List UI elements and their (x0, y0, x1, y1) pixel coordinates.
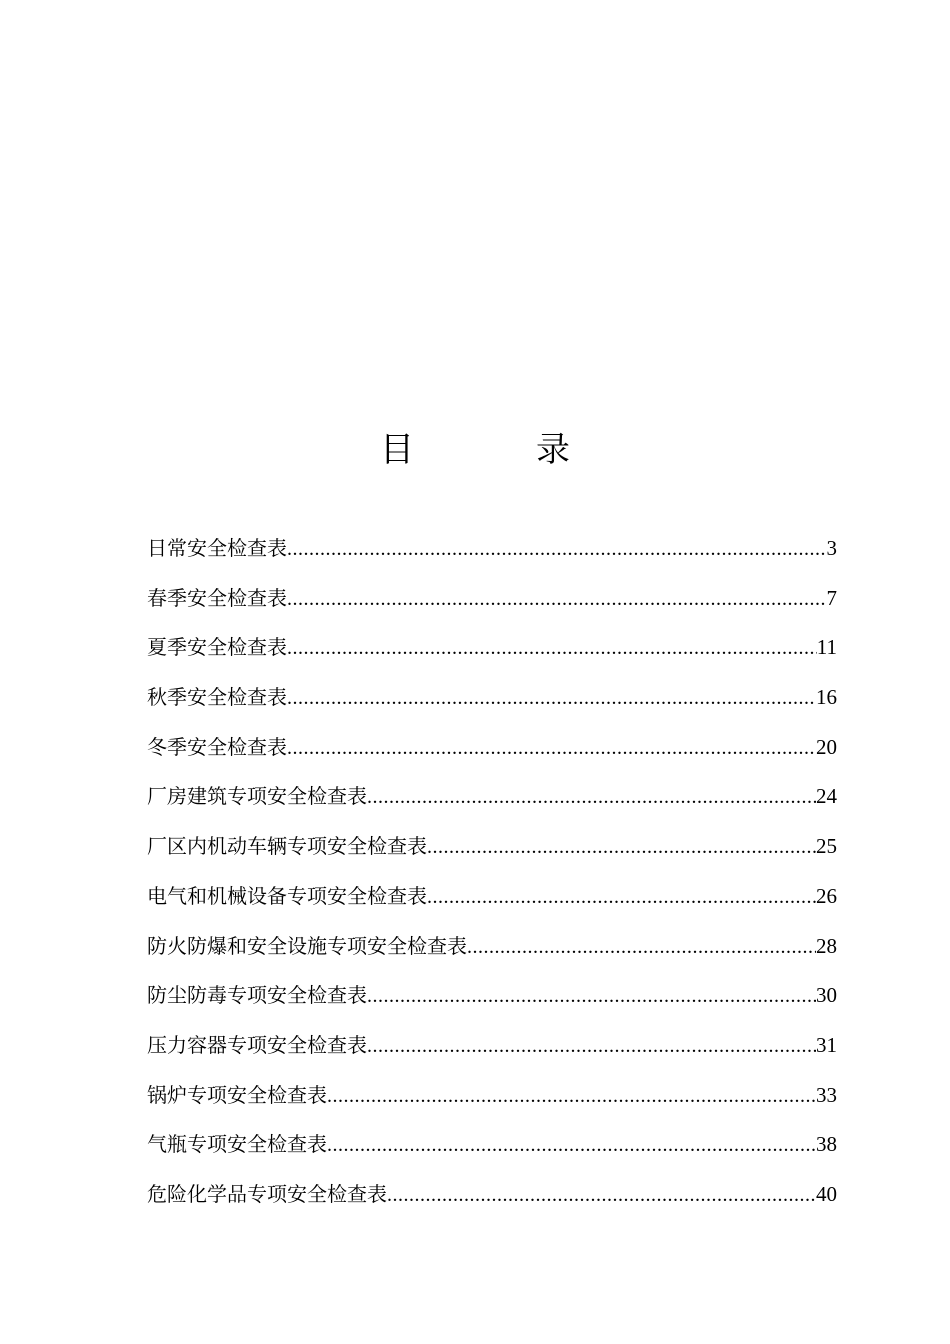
toc-entry-label: 防尘防毒专项安全检查表 (147, 983, 367, 1008)
toc-entry-page: 3 (826, 536, 837, 560)
toc-entry-page: 7 (826, 585, 837, 610)
toc-entry-page: 33 (816, 1082, 837, 1107)
toc-entry[interactable] (147, 828, 837, 878)
toc-entry[interactable] (147, 1077, 837, 1127)
toc-entry-label: 冬季安全检查表 (147, 734, 287, 759)
toc-entry-page: 28 (816, 933, 837, 958)
toc-entry-label: 夏季安全检查表 (147, 635, 287, 660)
page-title: 目 录 (380, 430, 614, 470)
toc-entry-page: 30 (816, 983, 837, 1008)
toc-entry[interactable] (147, 878, 837, 928)
table-of-contents (147, 530, 837, 1226)
toc-dot-leader (287, 630, 817, 666)
toc-entry-page: 11 (816, 635, 837, 660)
toc-entry-label: 电气和机械设备专项安全检查表 (147, 883, 427, 908)
toc-entry-label: 春季安全检查表 (147, 585, 287, 610)
toc-entry-label: 危险化学品专项安全检查表 (147, 1181, 387, 1206)
toc-dot-leader (467, 929, 816, 965)
toc-entry[interactable] (147, 629, 837, 679)
toc-dot-leader (427, 829, 816, 865)
toc-entry[interactable] (147, 1176, 837, 1226)
toc-entry-label: 防火防爆和安全设施专项安全检查表 (147, 933, 467, 958)
toc-entry-label: 锅炉专项安全检查表 (147, 1082, 327, 1107)
toc-entry[interactable] (147, 977, 837, 1027)
toc-dot-leader (287, 680, 816, 716)
toc-entry[interactable] (147, 928, 837, 978)
toc-entry-page: 38 (816, 1132, 837, 1157)
toc-entry-page: 20 (816, 734, 837, 759)
toc-dot-leader (287, 581, 827, 617)
toc-entry-label: 压力容器专项安全检查表 (147, 1032, 367, 1057)
toc-dot-leader (387, 1177, 816, 1213)
toc-dot-leader (367, 978, 816, 1014)
toc-entry[interactable] (147, 778, 837, 828)
toc-dot-leader (367, 779, 816, 815)
toc-dot-leader (327, 1127, 816, 1163)
toc-dot-leader (287, 531, 827, 567)
toc-entry[interactable] (147, 580, 837, 630)
toc-entry-label: 气瓶专项安全检查表 (147, 1132, 327, 1157)
toc-entry[interactable] (147, 530, 837, 580)
toc-entry-page: 24 (816, 784, 837, 809)
toc-entry-page: 26 (816, 883, 837, 908)
toc-entry-page: 31 (816, 1032, 837, 1057)
toc-entry-label: 秋季安全检查表 (147, 685, 287, 710)
toc-entry[interactable] (147, 1126, 837, 1176)
toc-entry-label: 厂房建筑专项安全检查表 (147, 784, 367, 809)
toc-entry-page: 25 (816, 834, 837, 859)
toc-entry-label: 厂区内机动车辆专项安全检查表 (147, 834, 427, 859)
toc-entry-page: 40 (816, 1181, 837, 1206)
toc-entry[interactable] (147, 679, 837, 729)
toc-dot-leader (427, 879, 816, 915)
toc-entry[interactable] (147, 729, 837, 779)
toc-entry-label: 日常安全检查表 (147, 536, 287, 560)
toc-entry-page: 16 (816, 685, 837, 710)
toc-dot-leader (367, 1028, 816, 1064)
toc-dot-leader (287, 730, 816, 766)
toc-dot-leader (327, 1078, 816, 1114)
toc-entry[interactable] (147, 1027, 837, 1077)
